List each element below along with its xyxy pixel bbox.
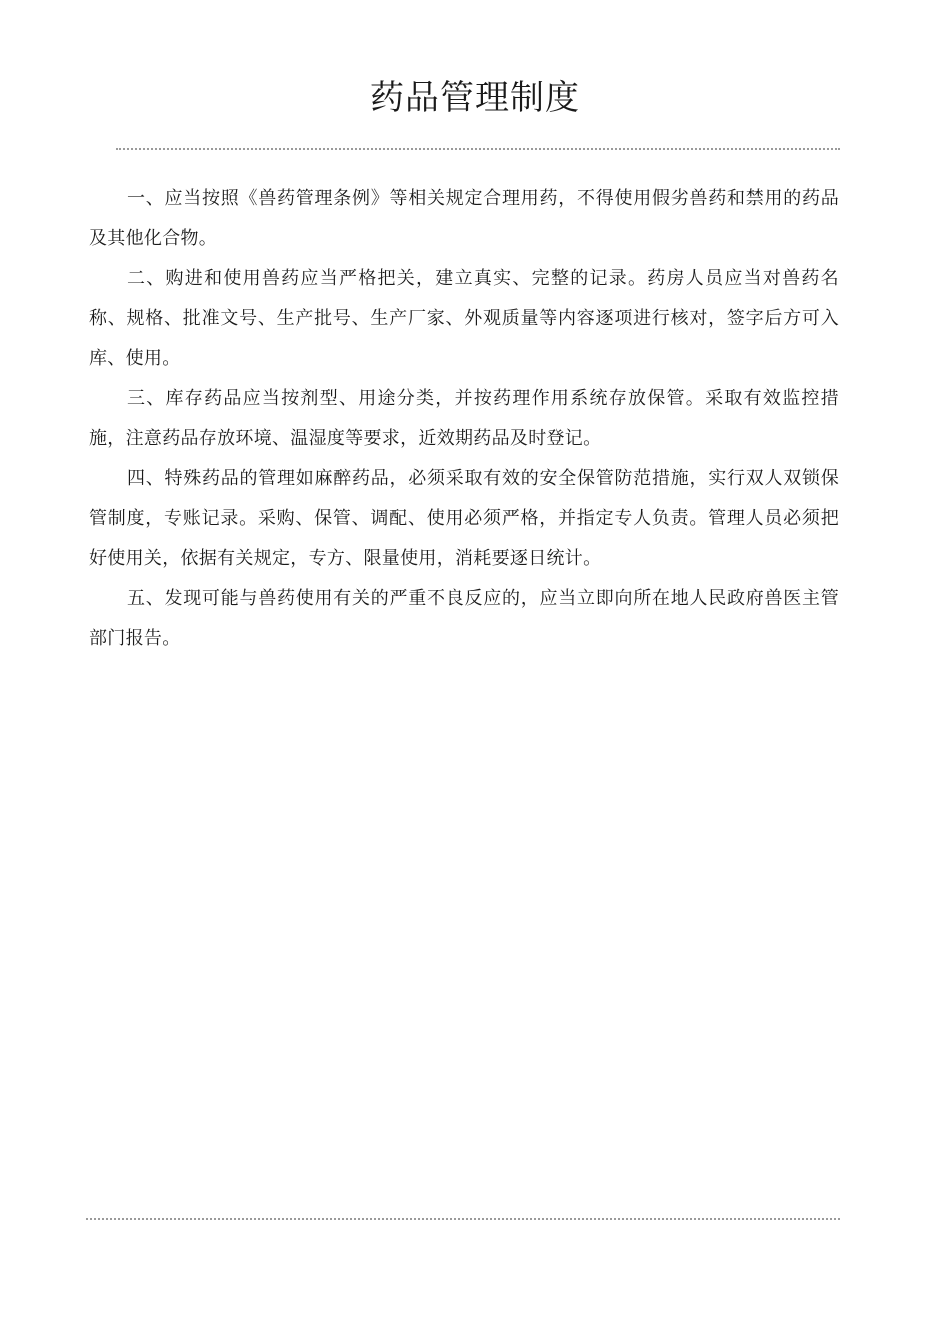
- paragraph-1: 一、应当按照《兽药管理条例》等相关规定合理用药，不得使用假劣兽药和禁用的药品及其他化合物。: [89, 188, 839, 249]
- header-divider: [116, 148, 840, 150]
- document-body: [89, 179, 839, 659]
- paragraph-4: 四、特殊药品的管理如麻醉药品，必须采取有效的安全保管防范措施，实行双人双锁保管制度，专账记录。采购、保管、调配、使用必须严格，并指定专人负责。管理人员必须把好使用关，依据有关规定，专方、限量使用，消耗要逐日统计。: [89, 468, 839, 569]
- paragraph-5: 五、发现可能与兽药使用有关的严重不良反应的，应当立即向所在地人民政府兽医主管部门报告。: [89, 588, 839, 649]
- paragraph-3: 三、库存药品应当按剂型、用途分类，并按药理作用系统存放保管。采取有效监控措施，注意药品存放环境、温湿度等要求，近效期药品及时登记。: [89, 388, 839, 449]
- page-title: 药品管理制度: [370, 78, 580, 118]
- paragraph-2: 二、购进和使用兽药应当严格把关，建立真实、完整的记录。药房人员应当对兽药名称、规格、批准文号、生产批号、生产厂家、外观质量等内容逐项进行核对，签字后方可入库、使用。: [89, 268, 839, 369]
- footer-divider: [86, 1218, 840, 1220]
